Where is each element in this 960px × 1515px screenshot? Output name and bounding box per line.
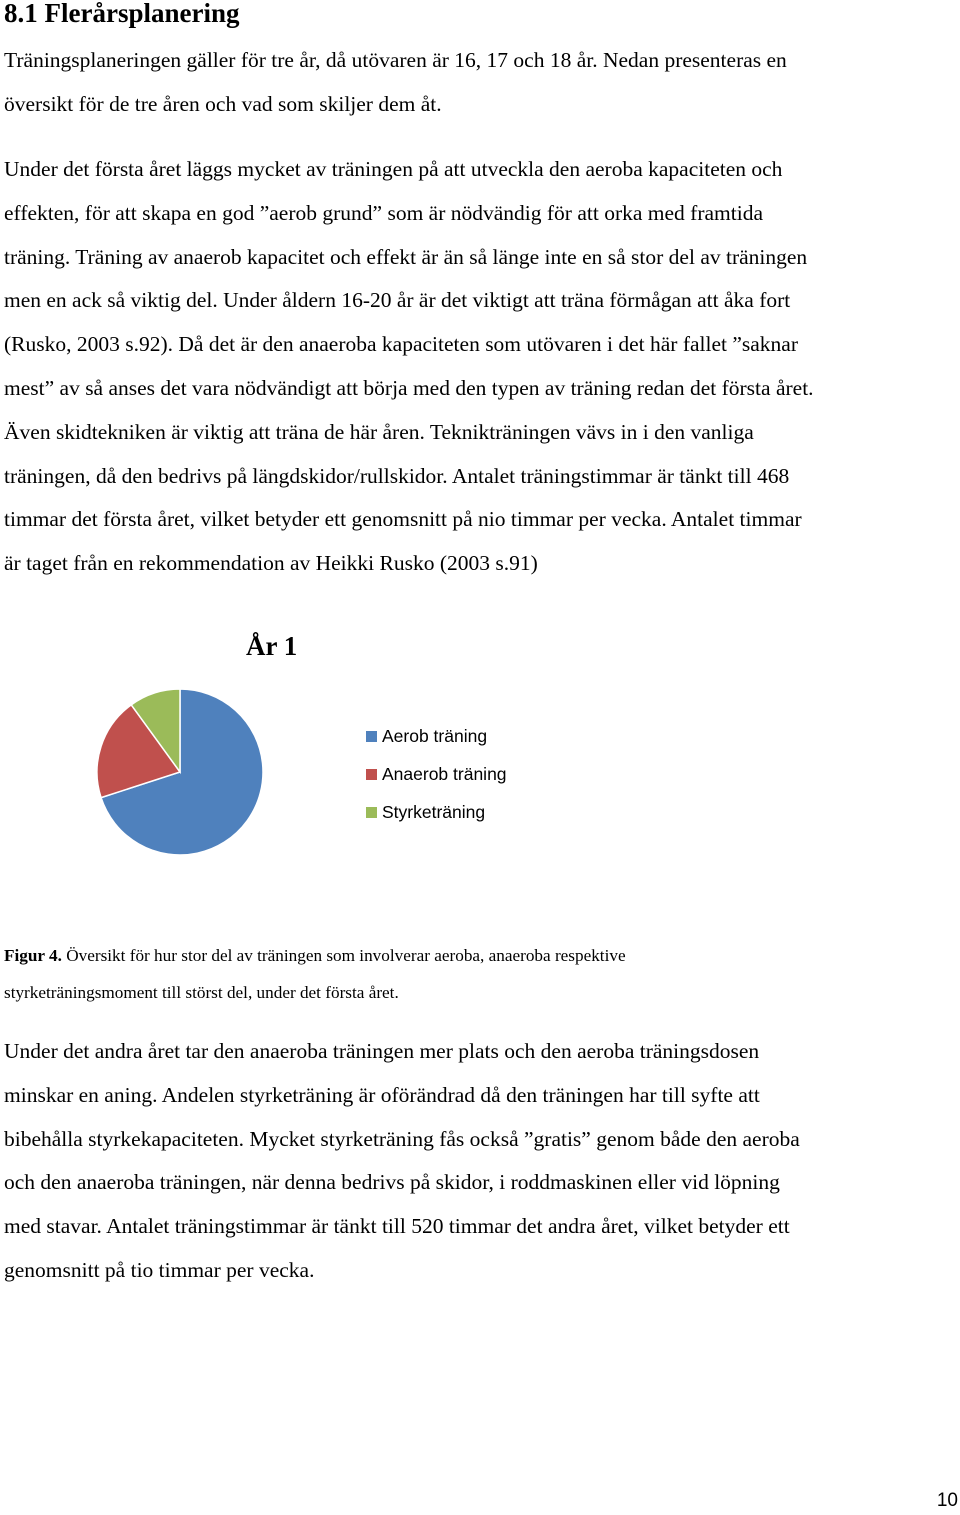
- year2-paragraph: [4, 1030, 959, 1293]
- paragraph-line: bibehålla styrkekapaciteten. Mycket styrketräning fås också ”gratis” genom både den aeroba: [4, 1126, 800, 1151]
- paragraph-line: men en ack så viktig del. Under åldern 16-20 år är det viktigt att träna förmågan att åka fort: [4, 288, 791, 313]
- paragraph-line: timmar det första året, vilket betyder ett genomsnitt på nio timmar per vecka. Antalet timmar: [4, 507, 802, 532]
- paragraph-line: Under det andra året tar den anaeroba träningen mer plats och den aeroba träningsdosen: [4, 1039, 760, 1063]
- paragraph-line: med stavar. Antalet träningstimmar är tänkt till 520 timmar det andra året, vilket betyder ett: [4, 1214, 790, 1239]
- page-number: 10: [936, 1490, 958, 1511]
- paragraph-line: Under det första året läggs mycket av träningen på att utveckla den aeroba kapaciteten och: [4, 157, 783, 181]
- legend-label: Anaerob träning: [382, 763, 507, 784]
- chart-legend: [366, 717, 507, 831]
- paragraph-line: Även skidtekniken är viktig att träna de här åren. Teknikträningen vävs in i den vanliga: [4, 419, 754, 444]
- year1-paragraph: [4, 148, 959, 586]
- paragraph-line: träning. Träning av anaerob kapacitet och effekt är än så länge inte en så stor del av träningen: [4, 244, 808, 269]
- paragraph-line: mest” av så anses det vara nödvändigt att börja med den typen av träning redan det första året.: [4, 375, 814, 400]
- paragraph-line: är taget från en rekommendation av Heikki Rusko (2003 s.91): [4, 551, 538, 576]
- caption-label: Figur 4.: [4, 946, 62, 965]
- chart-title: År 1: [246, 631, 298, 661]
- intro-paragraph: [4, 39, 959, 127]
- intro-line: översikt för de tre åren och vad som skiljer dem åt.: [4, 91, 442, 116]
- legend-label: Styrketräning: [382, 801, 486, 822]
- legend-item: [366, 755, 507, 793]
- paragraph-line: effekten, för att skapa en god ”aerob grund” som är nödvändig för att orka med framtida: [4, 200, 763, 225]
- legend-item: [366, 793, 507, 831]
- legend-item: [366, 717, 507, 755]
- figure-caption: [4, 937, 954, 1011]
- legend-label: Aerob träning: [382, 725, 488, 746]
- paragraph-line: genomsnitt på tio timmar per vecka.: [4, 1257, 315, 1282]
- paragraph-line: minskar en aning. Andelen styrketräning är oförändrad då den träningen har till syfte att: [4, 1082, 760, 1107]
- intro-line: Träningsplaneringen gäller för tre år, då utövaren är 16, 17 och 18 år. Nedan presenteras en: [4, 48, 787, 72]
- pie-chart: [90, 680, 270, 860]
- section-heading: 8.1 Flerårsplanering: [4, 0, 240, 28]
- paragraph-line: träningen, då den bedrivs på längdskidor/rullskidor. Antalet träningstimmar är tänkt till 468: [4, 463, 790, 488]
- caption-text: Översikt för hur stor del av träningen som involverar aeroba, anaeroba respektive: [61, 946, 626, 965]
- legend-swatch-anaerob: [366, 769, 377, 780]
- caption-line: [4, 937, 954, 974]
- legend-swatch-aerob: [366, 731, 377, 742]
- paragraph-line: (Rusko, 2003 s.92). Då det är den anaeroba kapaciteten som utövaren i det här fallet ”saknar: [4, 332, 799, 357]
- paragraph-line: och den anaeroba träningen, när denna bedrivs på skidor, i roddmaskinen eller vid löpning: [4, 1170, 780, 1195]
- caption-line: styrketräningsmoment till störst del, under det första året.: [4, 983, 399, 1002]
- legend-swatch-styrke: [366, 807, 377, 818]
